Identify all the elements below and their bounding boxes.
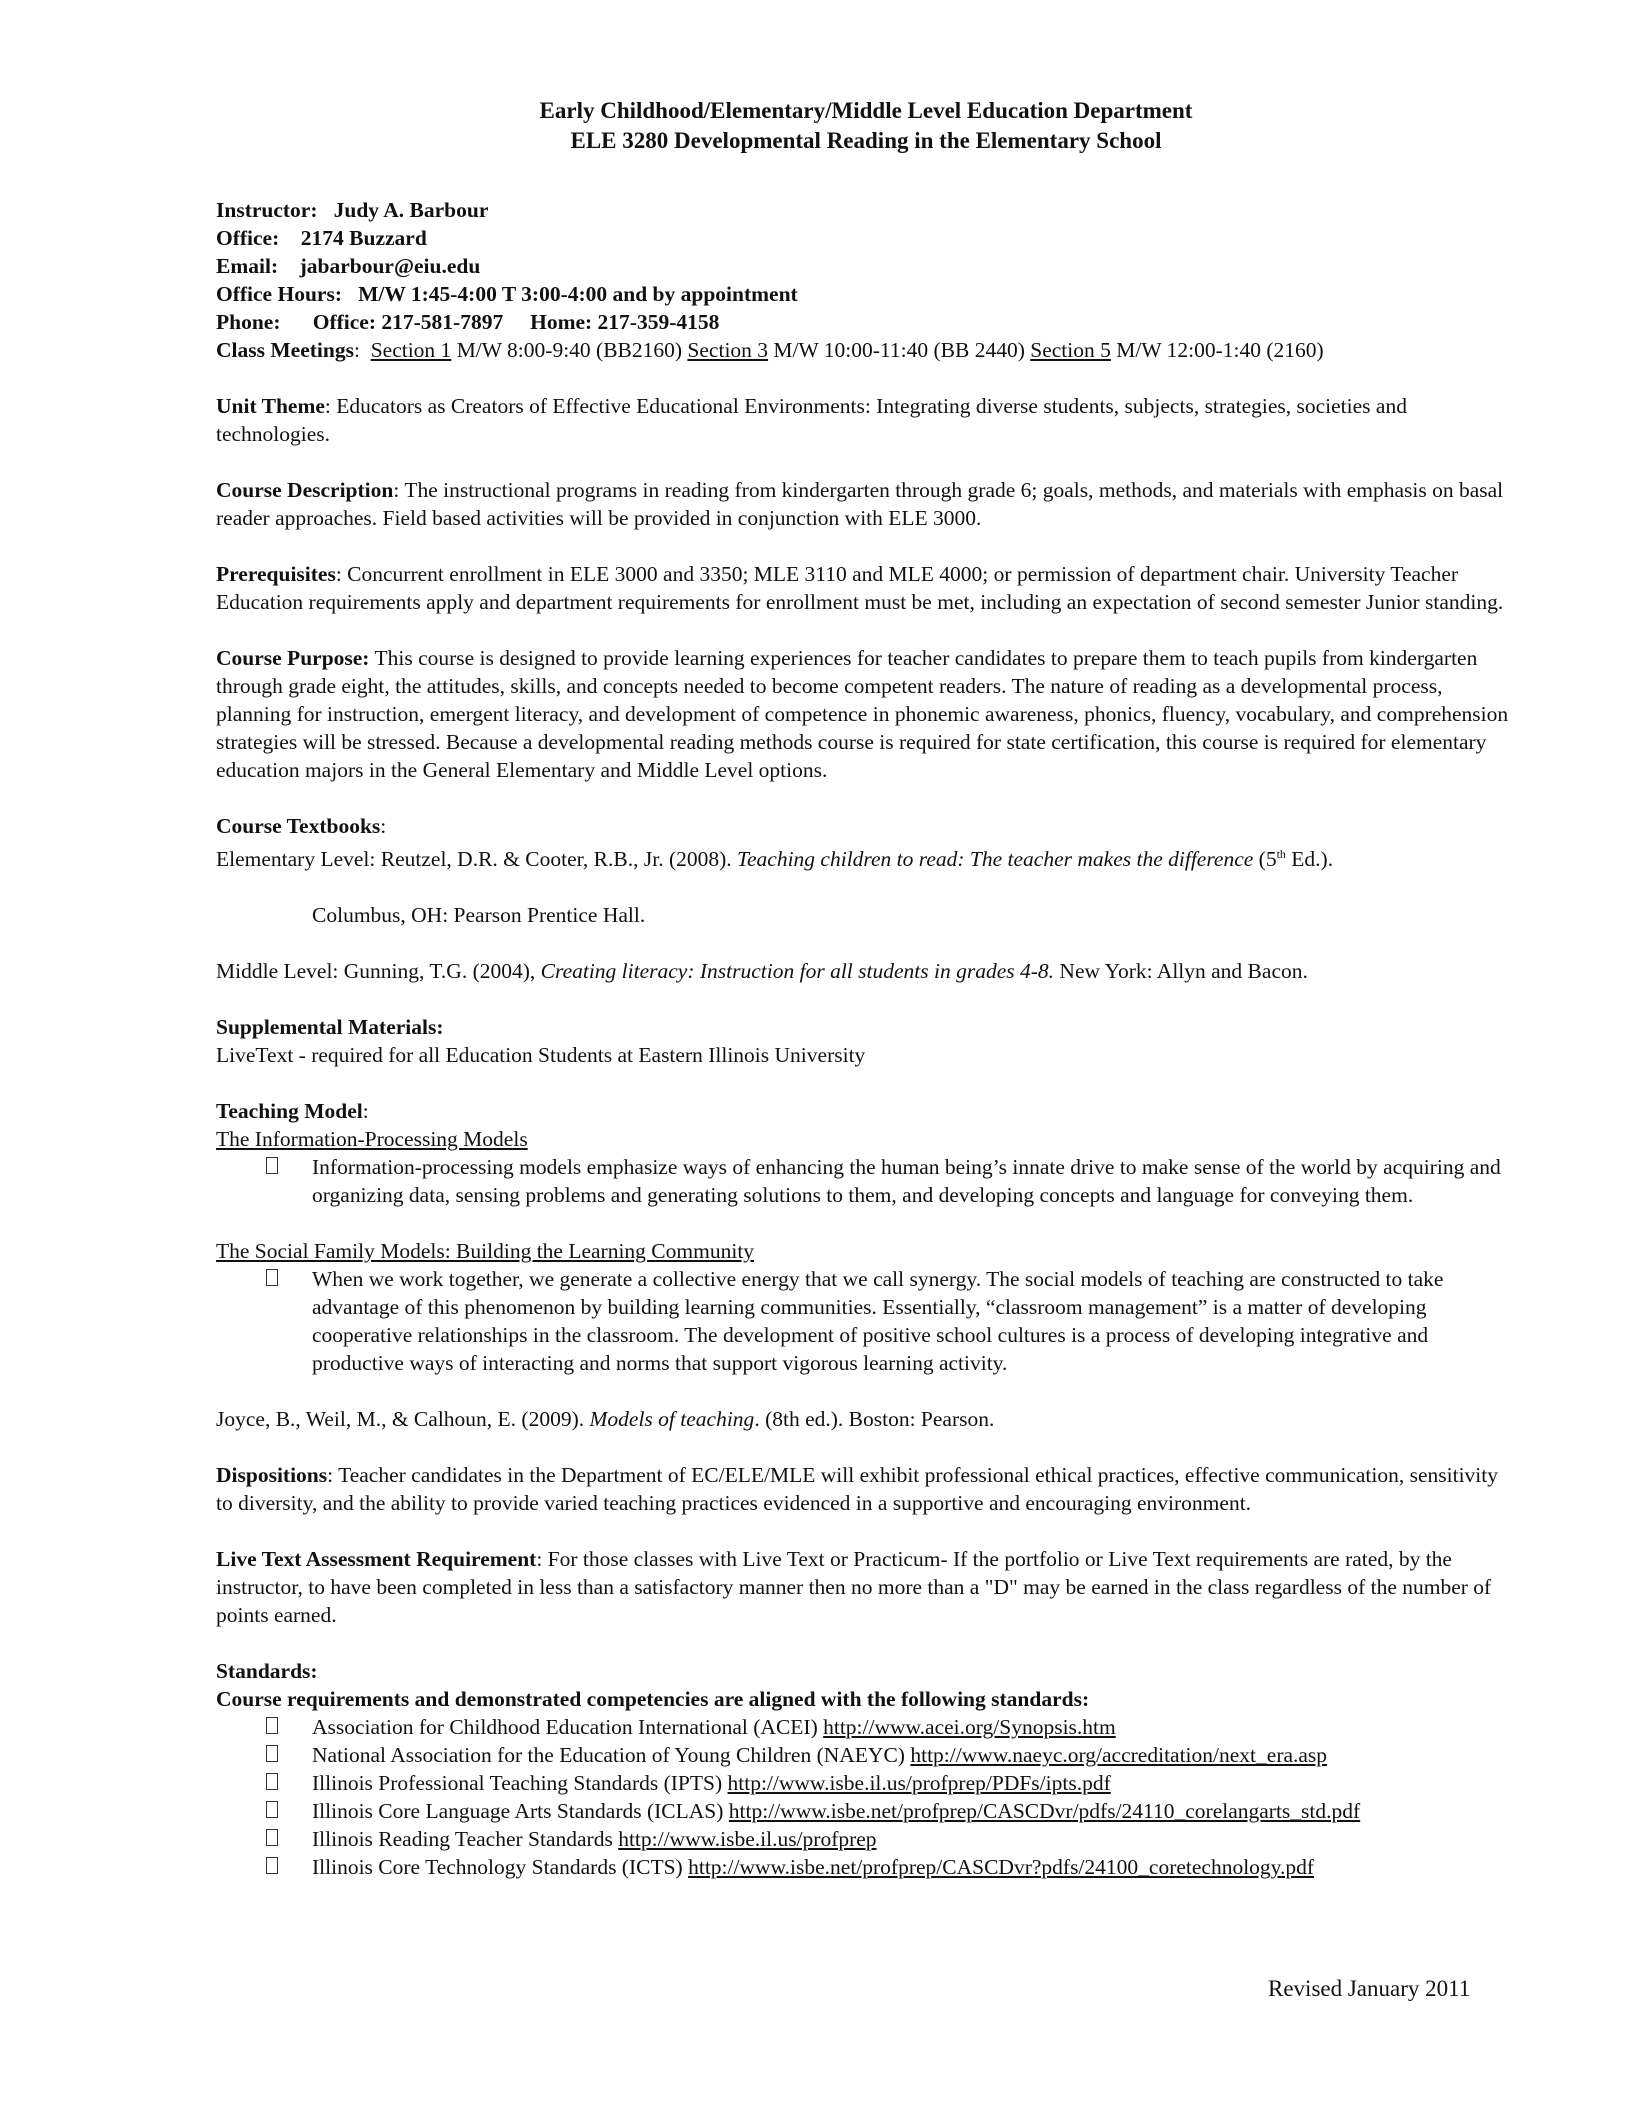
supplemental-materials	[216, 1013, 1516, 1069]
class-meetings-line: Class Meetings: Section 1 M/W 8:00-9:40 (BB2160) Section 3 M/W 10:00-11:40 (BB 2440) Section 5 M/W 12:00-1:40 (2160)	[216, 338, 1324, 362]
course-purpose-text: This course is designed to provide learning experiences for teacher candidates to prepare them to teach pupils from kindergarten through grade eight, the attitudes, skills, and concepts needed to become competent readers. The nature of reading as a developmental process, planning for instruction, emergent literacy, and development of competence in phonemic awareness, phonics, fluency, vocabulary, and comprehension strategies will be stressed. Because a developmental reading methods course is required for state certification, this course is required for elementary education majors in the General Elementary and Middle Level options.	[216, 646, 1509, 782]
teaching-model-colon: :	[362, 1099, 369, 1124]
middle-level-textbook	[216, 957, 1516, 985]
elementary-textbook-prefix: Elementary Level: Reutzel, D.R. & Cooter, R.B., Jr. (2008).	[216, 847, 738, 872]
standards-list	[216, 1713, 1516, 1881]
section-5-label: Section 5	[1030, 338, 1111, 362]
model-1-list	[216, 1153, 1516, 1209]
standard-item	[216, 1741, 1516, 1769]
model-2-list	[216, 1265, 1516, 1377]
textbooks-label: Course Textbooks	[216, 814, 381, 838]
standard-name: Illinois Core Language Arts Standards (ICLAS)	[312, 1799, 729, 1824]
phone-office: Office: 217-581-7897	[312, 310, 504, 334]
standard-name: Illinois Professional Teaching Standards (IPTS)	[312, 1771, 728, 1796]
reference-authors: Joyce, B., Weil, M., & Calhoun, E. (2009).	[216, 1407, 590, 1432]
department-title: Early Childhood/Elementary/Middle Level Education Department	[539, 98, 1193, 123]
dispositions-label: Dispositions	[216, 1463, 328, 1488]
bullet-box-icon	[266, 1741, 282, 1769]
live-text-text: : For those classes with Live Text or Practicum- If the portfolio or Live Text requirements are rated, by the instructor, to have been completed in less than a satisfactory manner then no more than a "D" may be earned in the class regardless of the number of points earned.	[216, 1547, 1492, 1628]
course-description-text: : The instructional programs in reading from kindergarten through grade 6; goals, methods, and materials with emphasis on basal reader approaches. Field based activities will be provided in conjunction with ELE 3000.	[216, 478, 1504, 530]
elementary-textbook-publisher: Columbus, OH: Pearson Prentice Hall.	[312, 903, 646, 928]
instructor-line	[216, 196, 1516, 224]
standard-name: National Association for the Education of Young Children (NAEYC)	[312, 1743, 911, 1768]
office-hours-value: M/W 1:45-4:00 T 3:00-4:00 and by appointment	[358, 282, 798, 306]
office-value: 2174 Buzzard	[300, 226, 427, 250]
course-title: ELE 3280 Developmental Reading in the Elementary School	[570, 128, 1162, 153]
standard-name: Illinois Core Technology Standards (ICTS)	[312, 1855, 689, 1880]
course-purpose	[216, 644, 1516, 784]
middle-textbook-title: Creating literacy: Instruction for all students in grades 4-8.	[540, 959, 1055, 984]
standards-intro: Course requirements and demonstrated competencies are aligned with the following standards:	[216, 1687, 1090, 1712]
standard-link[interactable]: http://www.isbe.net/profprep/CASCDvr?pdfs/24100_coretechnology.pdf	[688, 1855, 1315, 1880]
reference-title: Models of teaching	[589, 1407, 755, 1432]
bullet-box-icon	[266, 1153, 282, 1181]
standard-link[interactable]: http://www.acei.org/Synopsis.htm	[823, 1715, 1116, 1740]
class-meetings-label: Class Meetings	[216, 338, 354, 362]
instructor-label: Instructor:	[216, 198, 318, 222]
standard-item	[216, 1769, 1516, 1797]
unit-theme-label: Unit Theme	[216, 394, 325, 418]
prerequisites-text: : Concurrent enrollment in ELE 3000 and 3350; MLE 3110 and MLE 4000; or permission of department chair. University Teacher Education requirements apply and department requirements for enrollment must be met, including an expectation of second semester Junior standing.	[216, 562, 1504, 614]
standard-name: Illinois Reading Teacher Standards	[312, 1827, 619, 1852]
phone-home: Home: 217-359-4158	[530, 310, 720, 334]
standards	[216, 1657, 1516, 1881]
section-5-text: M/W 12:00-1:40 (2160)	[1110, 338, 1324, 362]
phone-label: Phone:	[216, 310, 281, 334]
section-3-label: Section 3	[687, 338, 769, 362]
standard-link[interactable]: http://www.naeyc.org/accreditation/next_era.asp	[910, 1743, 1328, 1768]
elementary-textbook-edition: (5	[1253, 847, 1277, 872]
email-value[interactable]: jabarbour@eiu.edu	[299, 254, 481, 278]
dispositions-text: : Teacher candidates in the Department of EC/ELE/MLE will exhibit professional ethical practices, effective communication, sensitivity to diversity, and the ability to provide varied teaching practices evidenced in a supportive and encouraging environment.	[216, 1463, 1498, 1516]
middle-textbook-prefix: Middle Level: Gunning, T.G. (2004),	[216, 959, 541, 984]
standard-item	[216, 1825, 1516, 1853]
standards-label: Standards:	[216, 1659, 318, 1684]
bullet-box-icon	[266, 1797, 282, 1825]
course-purpose-label: Course Purpose:	[216, 646, 370, 670]
list-item	[216, 1153, 1516, 1209]
bullet-box-icon	[266, 1265, 282, 1293]
unit-theme	[216, 392, 1516, 448]
teaching-model-reference	[216, 1405, 1516, 1433]
bullet-box-icon	[266, 1769, 282, 1797]
bullet-box-icon	[266, 1825, 282, 1853]
dispositions	[216, 1461, 1516, 1517]
model-2-text: When we work together, we generate a collective energy that we call synergy. The social models of teaching are constructed to take advantage of this phenomenon by building learning communities. Essentially, “classroom management” is a matter of developing cooperative relationships in the classroom. The development of positive school cultures is a process of developing integrative and productive ways of interacting and norms that support vigorous learning activity.	[312, 1267, 1444, 1376]
prerequisites-label: Prerequisites	[216, 562, 336, 586]
instructor-name: Judy A. Barbour	[333, 198, 489, 222]
syllabus-document	[216, 96, 1516, 1881]
standard-name: Association for Childhood Education International (ACEI)	[312, 1715, 824, 1740]
office-hours-label: Office Hours:	[216, 282, 342, 306]
standard-item	[216, 1853, 1516, 1881]
middle-textbook-publisher: New York: Allyn and Bacon.	[1054, 959, 1308, 984]
prerequisites	[216, 560, 1516, 616]
course-description	[216, 476, 1516, 532]
phone-line	[216, 308, 1516, 336]
reference-publisher: . (8th ed.). Boston: Pearson.	[754, 1407, 995, 1432]
section-1-text: M/W 8:00-9:40 (BB2160)	[451, 338, 688, 362]
standard-link[interactable]: http://www.isbe.il.us/profprep	[618, 1827, 877, 1852]
bullet-box-icon	[266, 1853, 282, 1881]
office-label: Office:	[216, 226, 280, 250]
office-hours-line	[216, 280, 1516, 308]
edition-superscript: th	[1276, 847, 1286, 861]
elementary-textbook-title: Teaching children to read: The teacher makes the difference	[737, 847, 1254, 872]
supplemental-text: LiveText - required for all Education Students at Eastern Illinois University	[216, 1043, 866, 1068]
teaching-model	[216, 1097, 1516, 1433]
teaching-model-label: Teaching Model	[216, 1099, 363, 1124]
section-3-text: M/W 10:00-11:40 (BB 2440)	[768, 338, 1031, 362]
unit-theme-text: : Educators as Creators of Effective Educational Environments: Integrating diverse students, subjects, strategies, societies and technologies.	[216, 394, 1407, 446]
section-1-label: Section 1	[370, 338, 452, 362]
standard-item	[216, 1797, 1516, 1825]
office-line	[216, 224, 1516, 252]
course-description-label: Course Description	[216, 478, 394, 502]
model-1-title: The Information-Processing Models	[216, 1127, 528, 1152]
list-item	[216, 1265, 1516, 1377]
elementary-textbook-edition-end: Ed.).	[1285, 847, 1334, 872]
live-text-label: Live Text Assessment Requirement	[216, 1547, 537, 1572]
textbooks-colon: :	[380, 814, 387, 838]
email-line	[216, 252, 1516, 280]
standard-link[interactable]: http://www.isbe.net/profprep/CASCDvr/pdfs/24110_corelangarts_std.pdf	[728, 1799, 1361, 1824]
standard-link[interactable]: http://www.isbe.il.us/profprep/PDFs/ipts.pdf	[727, 1771, 1111, 1796]
email-label: Email:	[216, 254, 279, 278]
live-text-requirement	[216, 1545, 1516, 1629]
course-textbooks	[216, 812, 1516, 985]
model-1-text: Information-processing models emphasize ways of enhancing the human being’s innate drive to make sense of the world by acquiring and organizing data, sensing problems and generating solutions to them, and developing concepts and language for conveying them.	[312, 1155, 1501, 1208]
model-2-title: The Social Family Models: Building the Learning Community	[216, 1239, 755, 1264]
revised-date: Revised January 2011	[1268, 1976, 1471, 2001]
standard-item	[216, 1713, 1516, 1741]
supplemental-label: Supplemental Materials:	[216, 1015, 444, 1040]
elementary-textbook	[216, 840, 1516, 873]
instructor-info	[216, 196, 1516, 364]
bullet-box-icon	[266, 1713, 282, 1741]
